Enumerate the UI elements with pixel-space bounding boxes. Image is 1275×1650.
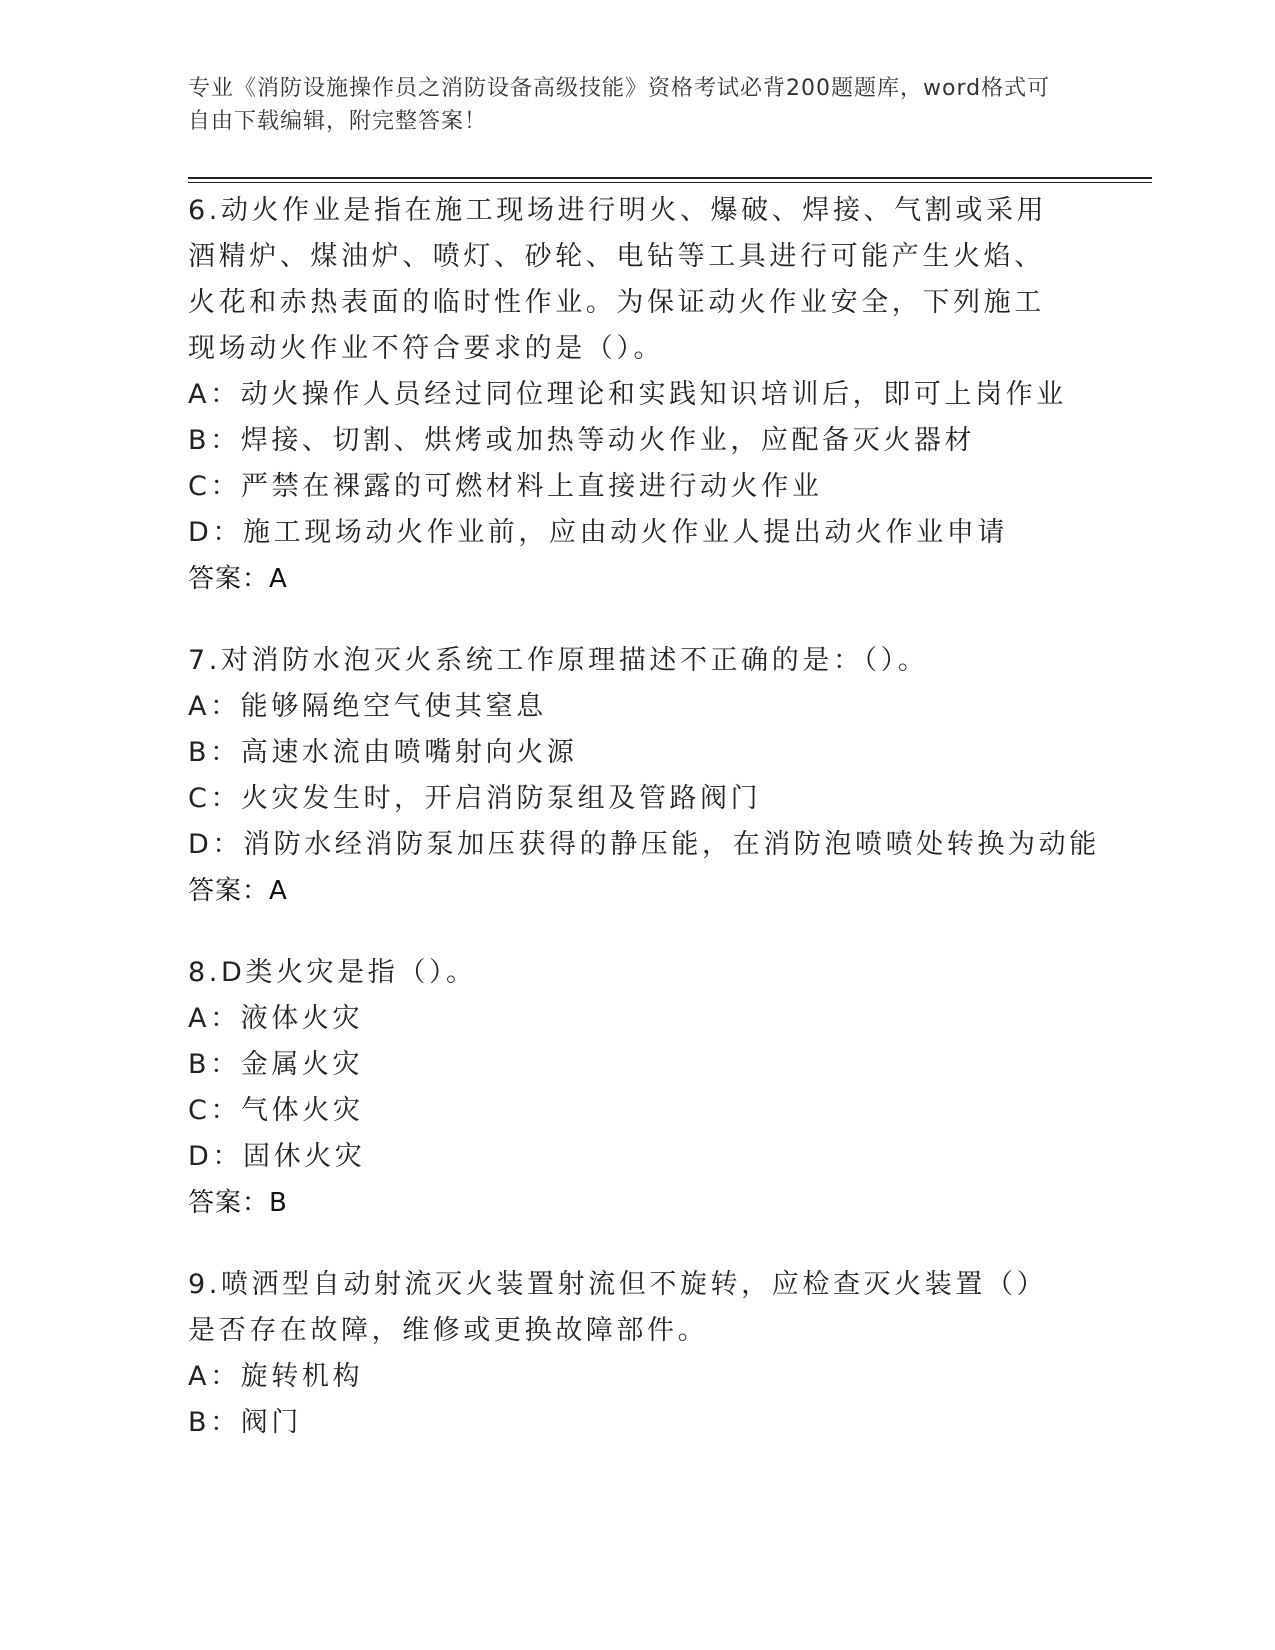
question-stem: 8.D类火灾是指（）。 bbox=[188, 957, 477, 988]
question-spacer bbox=[188, 602, 1068, 638]
option-b: B：高速水流由喷嘴射向火源 bbox=[188, 737, 578, 768]
question-stem: 6.动火作业是指在施工现场进行明火、爆破、焊接、气割或采用酒精炉、煤油炉、喷灯、砂轮、电钻等工具进行可能产生火焰、火花和赤热表面的临时性作业。为保证动火作业安全，下列施工现场动火作业不符合要求的是（）。 bbox=[188, 195, 1048, 364]
option-d: D：固休火灾 bbox=[188, 1141, 366, 1172]
question-stem: 9.喷洒型自动射流灭火装置射流但不旋转，应检查灭火装置（）是否存在故障，维修或更换故障部件。 bbox=[188, 1269, 1048, 1346]
answer: 答案：A bbox=[188, 564, 288, 594]
question-6 bbox=[188, 188, 1068, 602]
question-stem: 7.对消防水泡灭火系统工作原理描述不正确的是：（）。 bbox=[188, 645, 929, 676]
header-divider-thin bbox=[188, 182, 1152, 183]
option-c: C：严禁在裸露的可燃材料上直接进行动火作业 bbox=[188, 471, 823, 502]
option-a: A：能够隔绝空气使其窒息 bbox=[188, 691, 547, 722]
header-divider-thick bbox=[188, 177, 1152, 179]
question-spacer bbox=[188, 914, 1068, 950]
answer: 答案：A bbox=[188, 876, 288, 906]
question-8 bbox=[188, 950, 1068, 1226]
question-9 bbox=[188, 1262, 1068, 1446]
document-header: 专业《消防设施操作员之消防设备高级技能》资格考试必背200题题库，word格式可自由下载编辑，附完整答案！ bbox=[188, 76, 1051, 134]
option-d: D：施工现场动火作业前，应由动火作业人提出动火作业申请 bbox=[188, 517, 1008, 548]
option-b: B：阀门 bbox=[188, 1407, 302, 1438]
option-d: D：消防水经消防泵加压获得的静压能，在消防泡喷喷处转换为动能 bbox=[188, 829, 1100, 860]
question-list bbox=[188, 188, 1100, 1446]
option-a: A：旋转机构 bbox=[188, 1361, 364, 1392]
question-spacer bbox=[188, 1226, 1068, 1262]
option-c: C：火灾发生时，开启消防泵组及管路阀门 bbox=[188, 783, 762, 814]
option-b: B：焊接、切割、烘烤或加热等动火作业，应配备灭火器材 bbox=[188, 425, 976, 456]
option-a: A：动火操作人员经过同位理论和实践知识培训后，即可上岗作业 bbox=[188, 379, 1067, 410]
option-c: C：气体火灾 bbox=[188, 1095, 364, 1126]
option-b: B：金属火灾 bbox=[188, 1049, 364, 1080]
option-a: A：液体火灾 bbox=[188, 1003, 364, 1034]
question-7 bbox=[188, 638, 1100, 914]
answer: 答案：B bbox=[188, 1188, 288, 1218]
